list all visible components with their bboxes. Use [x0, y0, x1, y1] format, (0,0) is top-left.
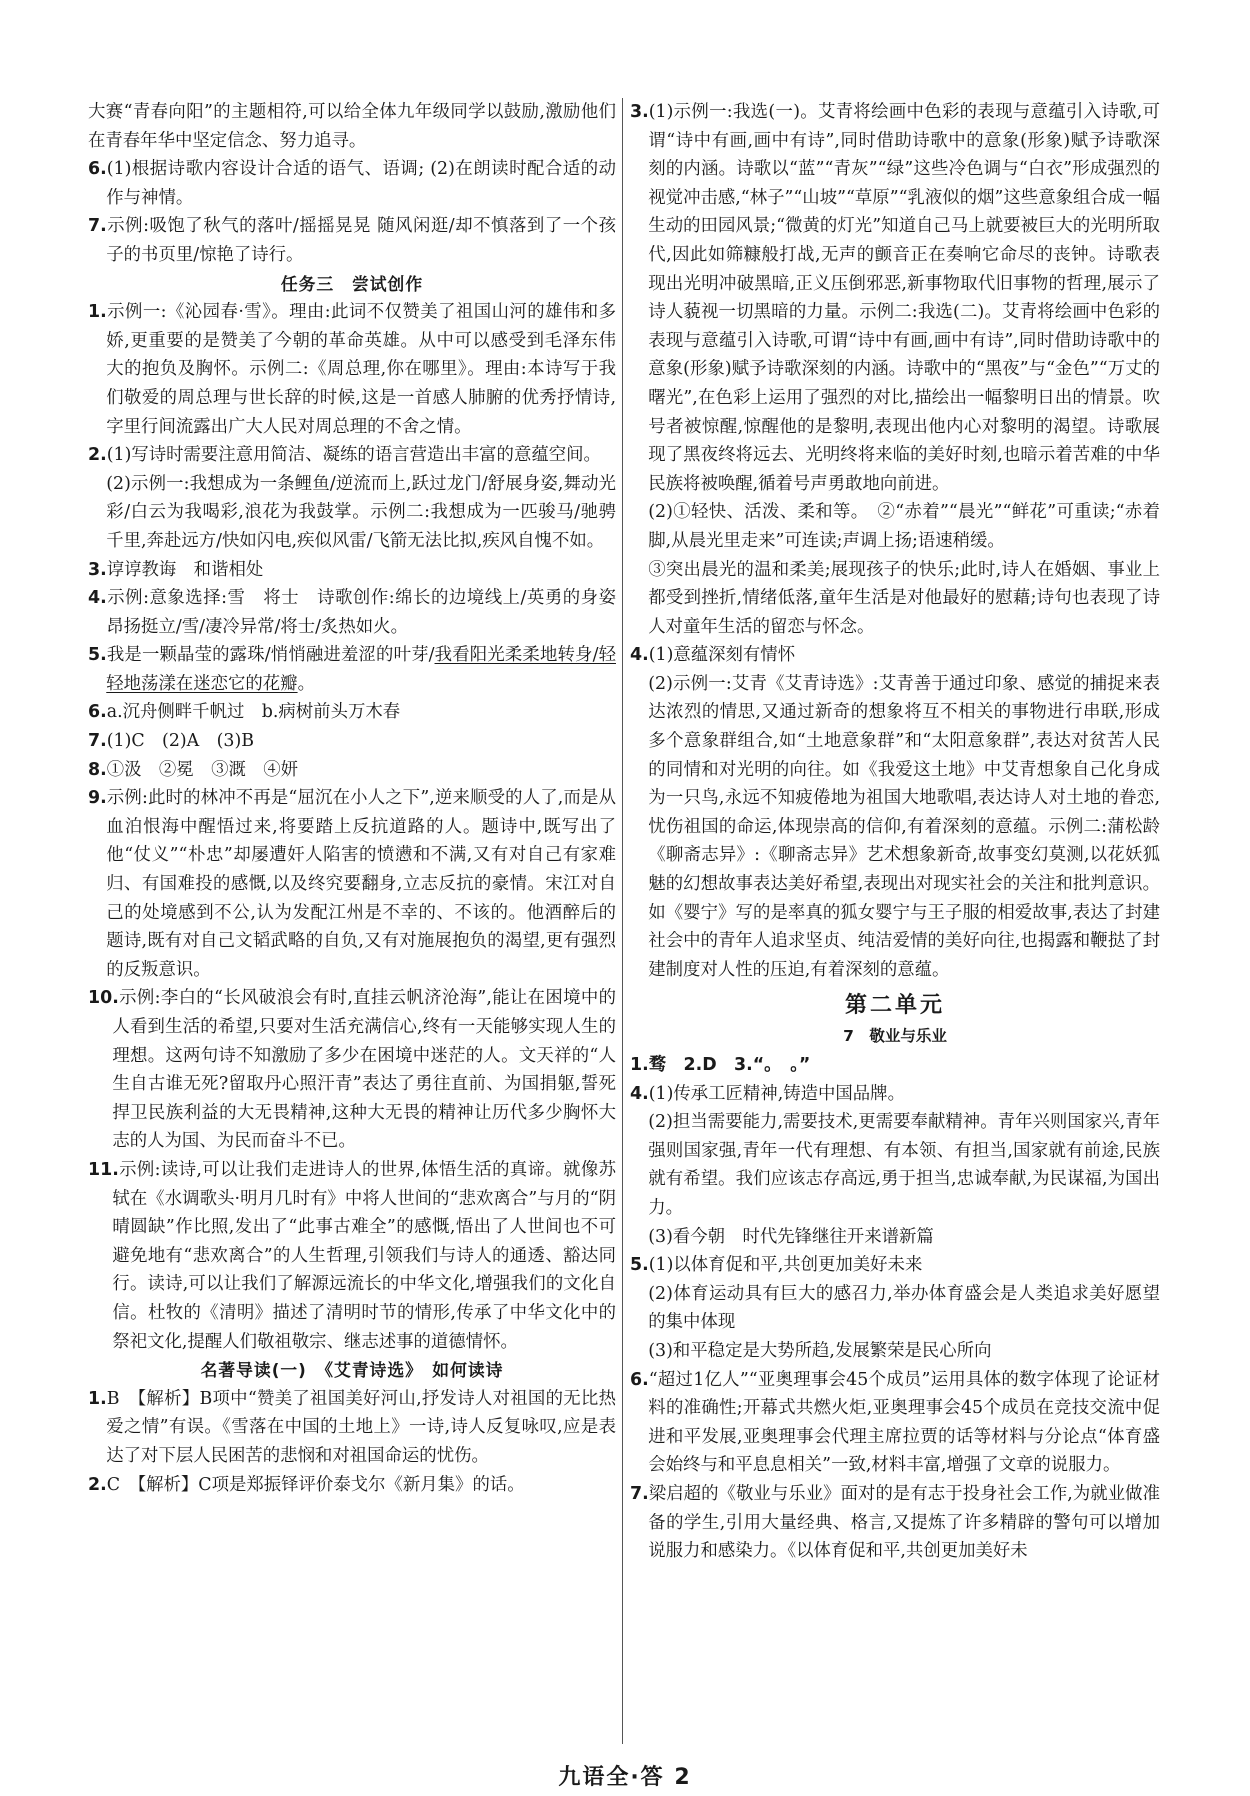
- answer-text: 梁启超的《敬业与乐业》面对的是有志于投身社会工作,为就业做准备的学生,引用大量经典、格言,又提炼了许多精辟的警句可以增加说服力和感染力。《以体育促和平,共创更加美好未: [648, 1483, 1160, 1562]
- answer-text: 谆谆教诲 和谐相处: [106, 559, 264, 580]
- lesson-answer-5-part3: (3)和平稳定是大势所趋,发展繁荣是民心所向: [648, 1340, 992, 1361]
- answer-number: 3.: [88, 559, 107, 580]
- reading-answer-3-part3: ③突出晨光的温和柔美;展现孩子的快乐;此时,诗人在婚姻、事业上都受到挫折,情绪低落,童年生活是对他最好的慰藉;诗句也表现了诗人对童年生活的留恋与怀念。: [648, 559, 1160, 637]
- section-title-task3: 任务三 尝试创作: [280, 273, 424, 294]
- task3-answer-11: [88, 1156, 616, 1356]
- answer-number: 11.: [88, 1159, 119, 1180]
- answer-number: 6.: [88, 159, 107, 180]
- answer-text: “超过1亿人”“亚奥理事会45个成员”运用具体的数字体现了论证材料的准确性;开幕式共燃火炬,亚奥理事会45个成员在竞技交流中促进和平发展,亚奥理事会代理主席拉贾的话等材料与分论点“体育盛会始终与和平息息相关”一致,材料丰富,增强了文章的说服力。: [648, 1369, 1160, 1476]
- answer-text: (1)意蕴深刻有情怀: [648, 645, 796, 666]
- underlined-answer: 我看阳光柔柔地转身/轻轻地荡漾在迷恋它的花瓣: [106, 645, 616, 694]
- answer-text: 示例:读诗,可以让我们走进诗人的世界,体悟生活的真谛。就像苏轼在《水调歌头·明月几时有》中将人世间的“悲欢离合”与月的“阴晴圆缺”作比照,发出了“此事古难全”的感慨,悟出了人世间也不可避免地有“悲欢离合”的人生哲理,引领我们与诗人的通透、豁达同行。读诗,可以让我们了解源远流长的中华文化,增强我们的文化自信。杜牧的《清明》描述了清明时节的情形,传承了中华文化中的祭祀文化,提醒人们敬祖敬宗、继志述事的道德情怀。: [112, 1159, 616, 1352]
- answer-text: 示例:意象选择:雪 将士 诗歌创作:绵长的边境线上/英勇的身姿昂扬挺立/雪/凄冷异常/将士/炙热如火。: [106, 588, 616, 637]
- lesson-answer-4-part2: (2)担当需要能力,需要技术,更需要奉献精神。青年兴则国家兴,青年强则国家强,青年一代有理想、有本领、有担当,国家就有前途,民族就有希望。我们应该志存高远,勇于担当,忠诚奉献,为民谋福,为国出力。: [648, 1112, 1160, 1218]
- answer-text: 示例一:《沁园春·雪》。理由:此词不仅赞美了祖国山河的雄伟和多娇,更重要的是赞美了今朝的革命英雄。从中可以感受到毛泽东伟大的抱负及胸怀。示例二:《周总理,你在哪里》。理由:本诗写于我们敬爱的周总理与世长辞的时候,这是一首感人肺腑的优秀抒情诗,字里行间流露出广大人民对周总理的不舍之情。: [106, 302, 616, 437]
- task3-answer-1: [88, 298, 616, 441]
- answer-text: B 【解析】B项中“赞美了祖国美好河山,抒发诗人对祖国的无比热爱之情”有误。《雪落在中国的土地上》一诗,诗人反复咏叹,应是表达了对下层人民困苦的悲悯和对祖国命运的忧伤。: [106, 1388, 616, 1466]
- answer-number: 5.: [630, 1255, 649, 1276]
- answer-text: C 【解析】C项是郑振铎评价泰戈尔《新月集》的话。: [106, 1474, 525, 1495]
- answer-number: 6.: [630, 1369, 649, 1390]
- answer-number: 6.: [88, 702, 107, 723]
- answer-number: 10.: [88, 988, 119, 1009]
- lesson-answer-5: [630, 1251, 1160, 1280]
- answer-number: 1.: [88, 302, 107, 323]
- reading-answer-3: [630, 98, 1160, 498]
- task3-answer-2-part2: (2)示例一:我想成为一条鲤鱼/逆流而上,跃过龙门/舒展身姿,舞动光彩/白云为我喝彩,浪花为我鼓掌。示例二:我想成为一匹骏马/驰骋千里,奔赴远方/快如闪电,疾似风雷/飞箭无法比拟,疾风自愧不如。: [106, 473, 616, 551]
- answer-number: 2.: [88, 1474, 107, 1495]
- answer-number: 7.: [88, 731, 107, 752]
- answer-text: 示例:吸饱了秋气的落叶/摇摇晃晃 随风闲逛/却不慎落到了一个孩子的书页里/惊艳了诗行。: [106, 216, 616, 265]
- lesson-answer-4: [630, 1080, 1160, 1109]
- answer-number: 1.: [88, 1388, 107, 1409]
- answer-number: 9.: [88, 788, 107, 809]
- answer-text: 示例:李白的“长风破浪会有时,直挂云帆济沧海”,能让在困境中的人看到生活的希望,只要对生活充满信心,终有一天能够实现人生的理想。这两句诗不知激励了多少在困境中迷茫的人。文天祥的“人生自古谁无死?留取丹心照汗青”表达了勇往直前、为国捐躯,誓死捍卫民族利益的大无畏精神,这种大无畏的精神让历代多少胸怀大志的人为国、为民而奋斗不已。: [112, 988, 616, 1152]
- lesson-answer-6: [630, 1366, 1160, 1480]
- unit-title: 第二单元: [844, 993, 945, 1019]
- task3-answer-10: [88, 984, 616, 1156]
- answer-text: 1.骛 2.D 3.“。 。”: [630, 1055, 811, 1075]
- answer-7: [88, 212, 616, 269]
- reading-answer-3-part2: (2)①轻快、活泼、柔和等。 ②“赤着”“晨光”“鲜花”可重读;“赤着脚,从晨光里走来”可连读;声调上扬;语速稍缓。: [648, 502, 1160, 551]
- answer-text: (1)传承工匠精神,铸造中国品牌。: [648, 1083, 905, 1104]
- answer-text: (1)C (2)A (3)B: [106, 731, 255, 752]
- right-column: [630, 98, 1160, 1566]
- answer-number: 8.: [88, 759, 107, 780]
- reading-answer-2: [88, 1471, 616, 1500]
- answer-number: 4.: [630, 645, 649, 666]
- answer-6: [88, 155, 616, 212]
- section-title-reading: 名著导读(一) 《艾青诗选》 如何读诗: [200, 1360, 504, 1381]
- lesson-answer-7: [630, 1480, 1160, 1566]
- lesson-title: 7 敬业与乐业: [843, 1027, 947, 1046]
- intro-paragraph: 大赛“青春向阳”的主题相符,可以给全体九年级同学以鼓励,激励他们在青春年华中坚定信念、努力追寻。: [88, 102, 616, 151]
- answer-number: 7.: [630, 1483, 649, 1504]
- left-column: [88, 98, 616, 1499]
- lesson-answers-1-3: [630, 1051, 1160, 1080]
- answer-text: a.沉舟侧畔千帆过 b.病树前头万木春: [106, 702, 401, 723]
- answer-text-end: 。: [297, 673, 315, 694]
- lesson-answer-5-part2: (2)体育运动具有巨大的感召力,举办体育盛会是人类追求美好愿望的集中体现: [648, 1283, 1160, 1333]
- task3-answer-7: [88, 727, 616, 756]
- answer-number: 5.: [88, 645, 107, 666]
- answer-text: (1)示例一:我选(一)。艾青将绘画中色彩的表现与意蕴引入诗歌,可谓“诗中有画,画中有诗”,同时借助诗歌中的意象(形象)赋予诗歌深刻的内涵。诗歌以“蓝”“青灰”“绿”这些冷色调与“白衣”形成强烈的视觉冲击感,“林子”“山坡”“草原”“乳液似的烟”这些意象组合成一幅生动的田园风景;“微黄的灯光”知道自己马上就要被巨大的光明所取代,因此如筛糠般打战,无声的颤音正在奏响它命尽的丧钟。诗歌表现出光明冲破黑暗,正义压倒邪恶,新事物取代旧事物的哲理,展示了诗人藐视一切黑暗的力量。示例二:我选(二)。艾青将绘画中色彩的表现与意蕴引入诗歌,可谓“诗中有画,画中有诗”,同时借助诗歌中的意象(形象)赋予诗歌深刻的内涵。诗歌中的“黑夜”与“金色”“万丈的曙光”,在色彩上运用了强烈的对比,描绘出一幅黎明日出的情景。吹号者被惊醒,惊醒他的是黎明,表现出他内心对黎明的渴望。诗歌展现了黑夜终将远去、光明终将来临的美好时刻,也暗示着苦难的中华民族将被唤醒,循着号声勇敢地向前进。: [648, 102, 1160, 494]
- answer-text: 示例:此时的林冲不再是“屈沉在小人之下”,逆来顺受的人了,而是从血泊恨海中醒悟过来,将要踏上反抗道路的人。题诗中,既写出了他“仗义”“朴忠”却屡遭奸人陷害的愤懑和不满,又有对自己有家难归、有国难投的感慨,以及终究要翻身,立志反抗的豪情。宋江对自己的处境感到不公,认为发配江州是不幸的、不该的。他酒醉后的题诗,既有对自己文韬武略的自负,又有对施展抱负的渴望,更有强烈的反叛意识。: [106, 788, 616, 980]
- answer-text: (1)根据诗歌内容设计合适的语气、语调; (2)在朗读时配合适的动作与神情。: [106, 159, 616, 208]
- reading-answer-4: [630, 641, 1160, 670]
- answer-text: ①汲 ②冕 ③溉 ④妍: [106, 759, 299, 780]
- task3-answer-5: [88, 641, 616, 698]
- task3-answer-4: [88, 584, 616, 641]
- task3-answer-3: [88, 556, 616, 585]
- task3-answer-2: [88, 441, 616, 470]
- answer-number: 2.: [88, 445, 107, 466]
- task3-answer-8: [88, 756, 616, 785]
- answer-text: (1)以体育促和平,共创更加美好未来: [648, 1255, 923, 1276]
- answer-number: 7.: [88, 216, 107, 237]
- page-footer: 九语全·答 2: [558, 1765, 692, 1790]
- task3-answer-6: [88, 698, 616, 727]
- answer-number: 3.: [630, 102, 649, 122]
- answer-number: 4.: [630, 1083, 649, 1104]
- reading-answer-4-part2: (2)示例一:艾青《艾青诗选》:艾青善于通过印象、感觉的捕捉来表达浓烈的情思,又通过新奇的想象将互不相关的事物进行串联,形成多个意象群组合,如“土地意象群”和“太阳意象群”,表达对贫苦人民的同情和对光明的向往。如《我爱这土地》中艾青想象自己化身成为一只鸟,永远不知疲倦地为祖国大地歌唱,表达诗人对土地的眷恋,忧伤祖国的命运,体现崇高的信仰,有着深刻的意蕴。示例二:蒲松龄《聊斋志异》:《聊斋志异》艺术想象新奇,故事变幻莫测,以花妖狐魅的幻想故事表达美好希望,表现出对现实社会的关注和批判意识。如《婴宁》写的是率真的狐女婴宁与王子服的相爱故事,表达了封建社会中的青年人追求坚贞、纯洁爱情的美好向往,也揭露和鞭挞了封建制度对人性的压迫,有着深刻的意蕴。: [648, 673, 1160, 980]
- answer-number: 4.: [88, 588, 107, 609]
- answer-text: 我是一颗晶莹的露珠/悄悄融进羞涩的叶芽/: [106, 645, 435, 666]
- answer-text: (1)写诗时需要注意用简洁、凝练的语言营造出丰富的意蕴空间。: [106, 445, 601, 466]
- reading-answer-1: [88, 1385, 616, 1471]
- column-divider: [622, 98, 623, 1744]
- lesson-answer-4-part3: (3)看今朝 时代先锋继往开来谱新篇: [648, 1226, 934, 1247]
- task3-answer-9: [88, 784, 616, 984]
